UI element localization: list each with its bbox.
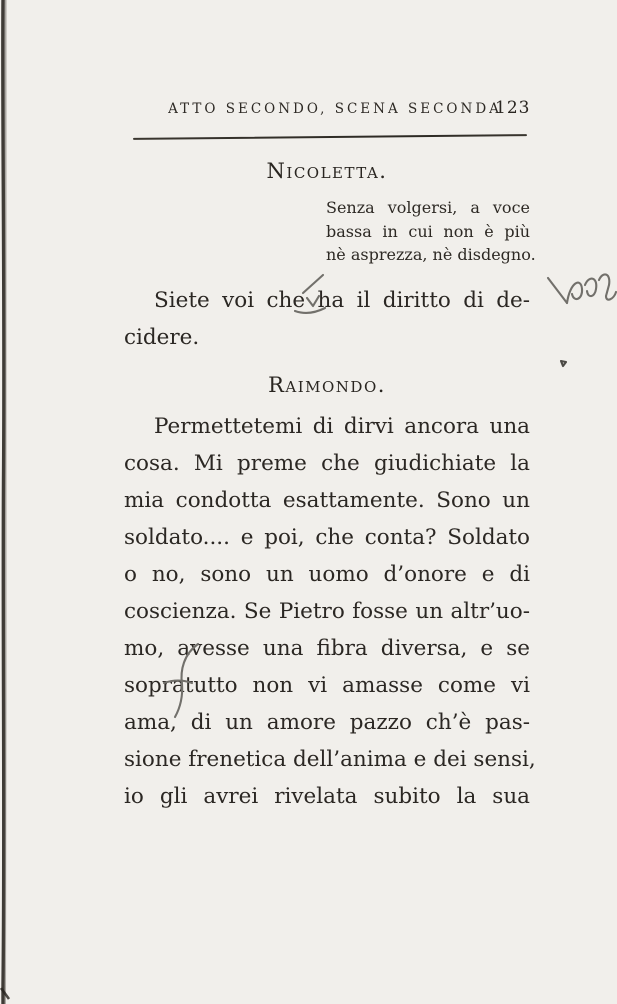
speaker-heading-nicoletta: Nicoletta.: [266, 159, 388, 183]
text-line: sione frenetica dell’anima e dei sensi,: [124, 746, 536, 772]
text-line: Siete voi che ha il diritto di de-: [154, 287, 530, 313]
text-line: Senza volgersi, a voce: [326, 198, 530, 217]
running-head: ATTO SECONDO, SCENA SECONDA: [168, 101, 502, 117]
text-line: coscienza. Se Pietro fosse un altr’uo-: [124, 598, 530, 624]
text-line: mia condotta esattamente. Sono un: [124, 487, 530, 513]
text-line: io gli avrei rivelata subito la sua: [124, 783, 530, 809]
text-line: o no, sono un uomo d’onore e di: [124, 561, 530, 587]
page-number: 123: [495, 98, 531, 118]
text-column: [124, 0, 536, 815]
speaker-heading-raimondo: Raimondo.: [268, 372, 386, 397]
text-line: nè asprezza, nè disdegno.: [326, 245, 536, 264]
stage-direction: [326, 196, 536, 267]
nicoletta-speech: [124, 282, 530, 356]
text-line: cosa. Mi preme che giudichiate la: [124, 450, 530, 476]
text-line: Permettetemi di dirvi ancora una: [154, 413, 530, 439]
text-line: ama, di un amore pazzo ch’è pas-: [124, 709, 530, 735]
text-line: mo, avesse una fibra diversa, e se: [124, 635, 530, 661]
text-line: sopratutto non vi amasse come vi: [124, 672, 530, 698]
text-line: soldato.... e poi, che conta? Soldato: [124, 524, 530, 550]
pencil-margin-scribble-icon: [544, 262, 617, 340]
raimondo-speech: [124, 408, 536, 815]
pencil-dot-icon: [557, 357, 571, 369]
text-line: bassa in cui non è più: [326, 221, 530, 241]
text-line: cidere.: [124, 324, 200, 350]
